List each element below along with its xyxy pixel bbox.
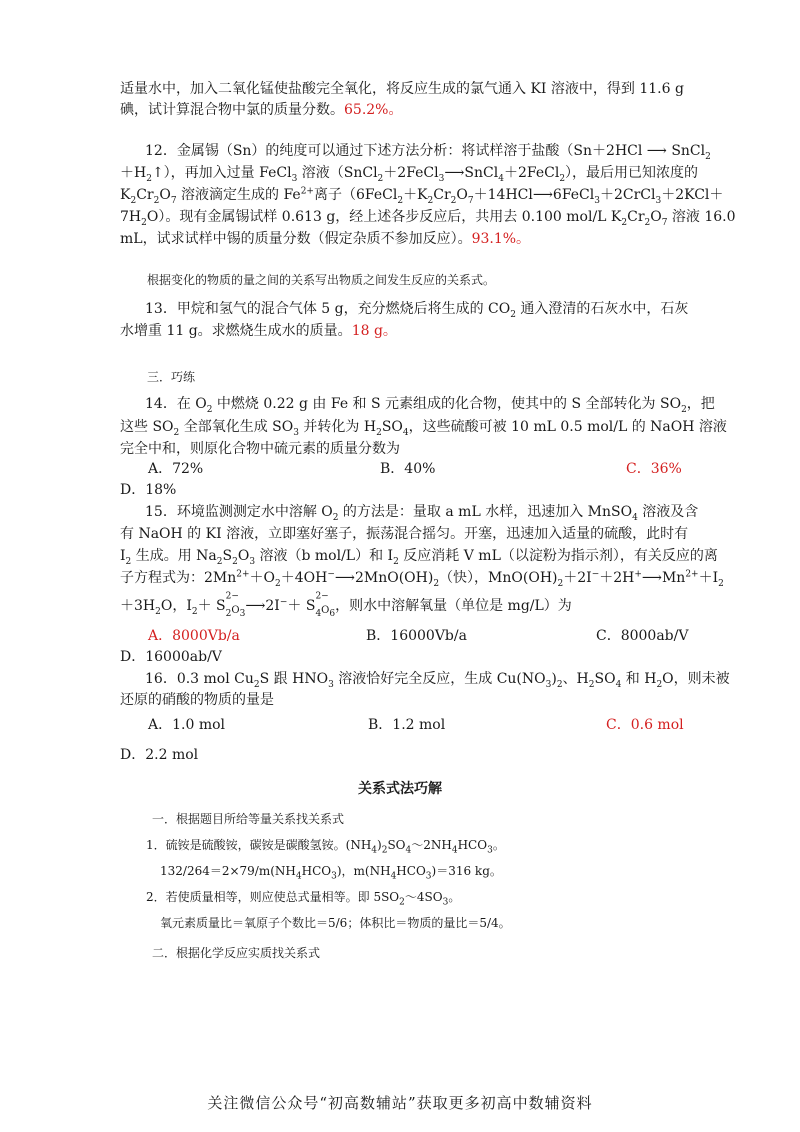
q15-option-a[interactable]: A．8000Vb/a [148, 628, 240, 644]
q15-line-3: $I_2$ 生成。用 $Na_2S_2O_3$ 溶液（b mol/L）和 $I_2$ 反应消耗 V mL（以淀粉为指示剂），有关反应的离 [120, 548, 718, 567]
q16-line-2: 还原的硝酸的物质的量是 [120, 692, 274, 708]
section-3-heading: 三．巧练 [147, 370, 196, 384]
q16-option-d[interactable]: D．2.2 mol [120, 747, 199, 763]
intro-answer: 65.2%。 [344, 102, 403, 118]
q14-line-1: 14．在 $O_2$ 中燃烧 0.22 g 由 Fe 和 S 元素组成的化合物，使其中的 S 全部转化为 $SO_2$，把 [145, 396, 715, 415]
solution-para-2: $132/264=2\times 79/m(NH_4HCO_3)$，$m(NH_4HCO_3)=316$ kg。 [160, 864, 502, 882]
q13-line-2: 水增重 11 g。求燃烧生成水的质量。18 g。 [120, 323, 397, 339]
q14-option-b[interactable]: B．40% [380, 461, 436, 477]
q15-line-5: $+3H_2O$，$I_2+ S^{2-}$ $_2O_3⟶2I^-+ S^{2-}$ $_4O_6$，则水中溶解氧量（单位是 mg/L）为 [120, 591, 572, 619]
q14-line-3: 完全中和，则原化合物中硫元素的质量分数为 [120, 441, 400, 457]
q12-line-1: 12．金属锡（Sn）的纯度可以通过下述方法分析：将试样溶于盐酸（Sn＋2HCl ⟶ SnCl$_2$ [145, 143, 711, 162]
q14-option-c[interactable]: C．36% [626, 461, 682, 477]
q12-line-5: mL，试求试样中锡的质量分数（假定杂质不参加反应）。93.1%。 [120, 231, 531, 247]
section-note: 根据变化的物质的量之间的关系写出物质之间发生反应的关系式。 [147, 273, 496, 287]
q12-line-2: $+H_2↑$），再加入过量 FeCl$_3$ 溶液（SnCl$_2$＋2FeCl$_3$⟶SnCl$_4$＋2FeCl$_2$），最后用已知浓度的 [120, 165, 699, 184]
q16-option-c[interactable]: C．0.6 mol [606, 717, 684, 733]
intro-line-1: 适量水中，加入二氧化锰使盐酸完全氧化，将反应生成的氯气通入 KI 溶液中，得到 11.6 g [120, 81, 684, 97]
solution-section-2: 二．根据化学反应实质找关系式 [152, 946, 321, 960]
q15-line-2: 有 NaOH 的 KI 溶液，立即塞好塞子，振荡混合摇匀。开塞，迅速加入适量的硫酸，此时有 [120, 526, 689, 542]
q14-option-d[interactable]: D．18% [120, 482, 177, 498]
q13-line-1: 13．甲烷和氢气的混合气体 5 g，充分燃烧后将生成的 $CO_2$ 通入澄清的石灰水中，石灰 [145, 301, 689, 320]
q12-line-4: $7H_2O$）。现有金属锡试样 0.613 g，经上述各步反应后，共用去 0.100 mol/L $K_2Cr_2O_7$ 溶液 16.0 [120, 209, 736, 228]
solution-para-3: 2．若使质量相等，则应使总式量相等。即 $5SO_2\sim 4SO_3$。 [146, 890, 461, 908]
solution-title: 关系式法巧解 [358, 781, 442, 797]
q14-option-a[interactable]: A．72% [148, 461, 204, 477]
solution-section-1: 一．根据题目所给等量关系找关系式 [152, 812, 345, 826]
solution-para-1: 1．硫铵是硫酸铵，碳铵是碳酸氢铵。$(NH_4)_2SO_4\sim 2NH_4HCO_3$。 [146, 838, 505, 856]
intro-line-2: 碘，试计算混合物中氯的质量分数。65.2%。 [120, 102, 403, 118]
q12-line-3: $K_2Cr_2O_7$ 溶液滴定生成的 $Fe^{2+}$离子（$6FeCl_2+K_2Cr_2O_7+14HCl⟶6FeCl_3+2CrCl_3+2KCl+$ [120, 186, 724, 206]
q15-option-d[interactable]: D．16000ab/V [120, 649, 222, 665]
q12-answer: 93.1%。 [471, 231, 531, 247]
q14-line-2: 这些 $SO_2$ 全部氧化生成 $SO_3$ 并转化为 $H_2SO_4$，这些硫酸可被 10 mL 0.5 mol/L 的 NaOH 溶液 [120, 419, 727, 438]
q15-line-4: 子方程式为：$2Mn^{2+}+O_2+4OH^-⟶2MnO(OH)_2$（快），$MnO(OH)_2+2I^-+2H^+⟶Mn^{2+}+I_2$ [120, 569, 724, 589]
q15-option-c[interactable]: C．8000ab/V [596, 628, 689, 644]
q16-option-a[interactable]: A．1.0 mol [148, 717, 226, 733]
footer-promo: 关注微信公众号“初高数辅站”获取更多初高中数辅资料 [207, 1094, 593, 1112]
q15-option-b[interactable]: B．16000Vb/a [366, 628, 467, 644]
q16-line-1: 16．0.3 mol $Cu_2S$ 跟 $HNO_3$ 溶液恰好完全反应，生成 $Cu(NO_3)_2$、$H_2SO_4$ 和 $H_2O$，则未被 [145, 671, 730, 690]
q13-answer: 18 g。 [351, 323, 397, 339]
solution-para-4: 氧元素质量比＝氧原子个数比＝5/6；体积比＝物质的量比＝5/4。 [160, 916, 511, 930]
q16-option-b[interactable]: B．1.2 mol [368, 717, 446, 733]
q15-line-1: 15．环境监测测定水中溶解 $O_2$ 的方法是：量取 a mL 水样，迅速加入 MnSO$_4$ 溶液及含 [145, 504, 699, 523]
